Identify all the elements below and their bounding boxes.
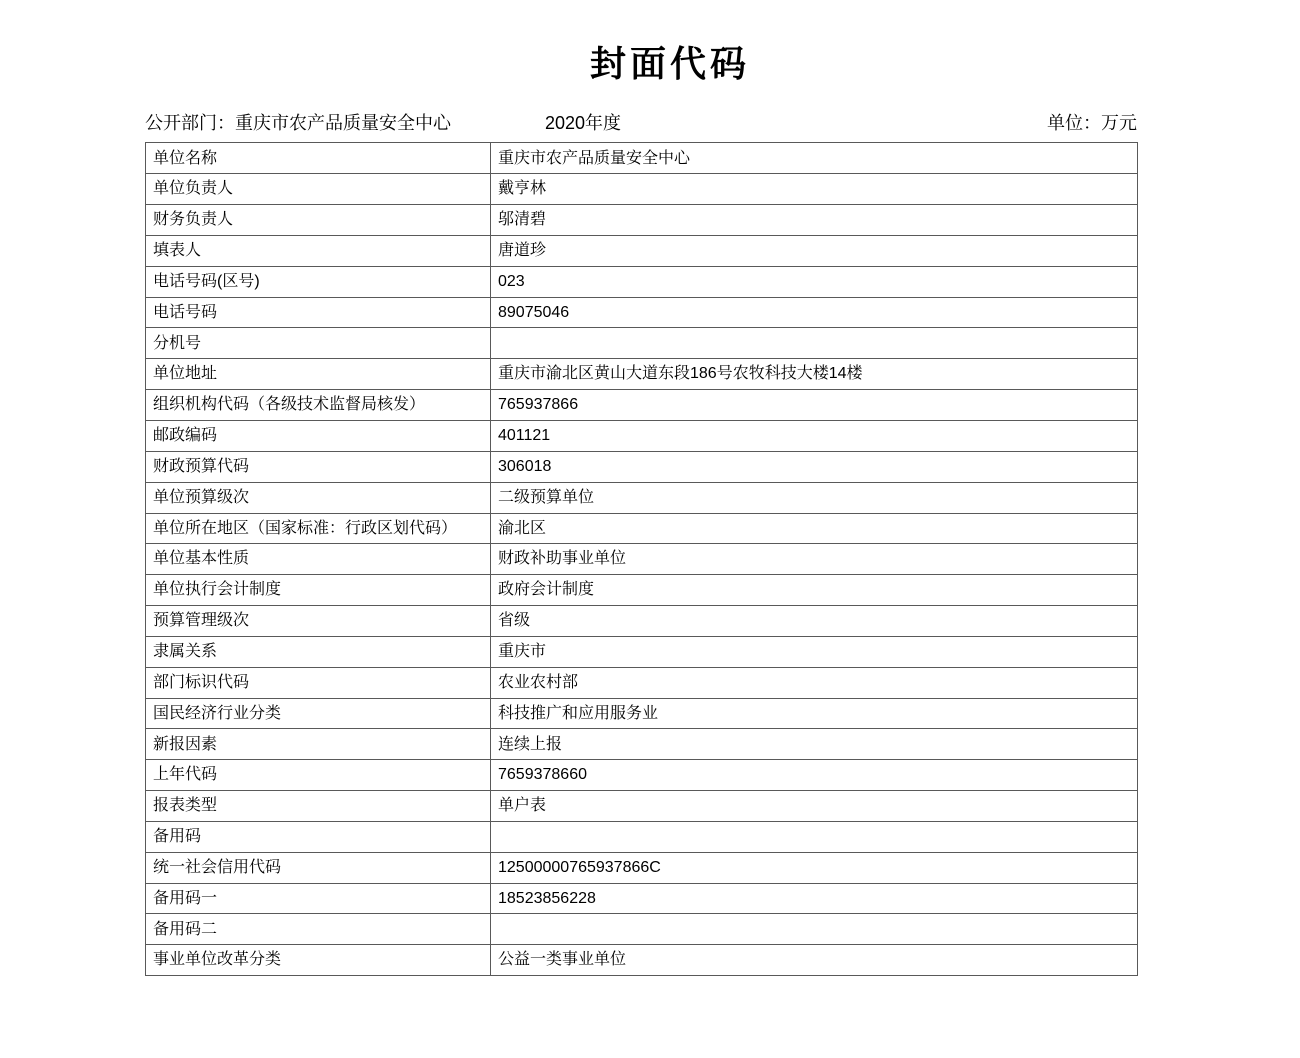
row-value: 政府会计制度	[491, 575, 1138, 606]
row-label: 备用码一	[146, 883, 491, 914]
table-row	[146, 235, 1138, 266]
row-value: 401121	[491, 420, 1138, 451]
currency-unit-label: 单位：万元	[1047, 112, 1137, 133]
table-row	[146, 174, 1138, 205]
row-label: 国民经济行业分类	[146, 698, 491, 729]
row-label: 备用码	[146, 821, 491, 852]
row-value: 重庆市渝北区黄山大道东段186号农牧科技大楼14楼	[491, 359, 1138, 390]
row-value: 765937866	[491, 390, 1138, 421]
row-value: 306018	[491, 451, 1138, 482]
table-row	[146, 945, 1138, 976]
row-label: 单位基本性质	[146, 544, 491, 575]
row-value	[491, 914, 1138, 945]
row-label: 单位执行会计制度	[146, 575, 491, 606]
row-label: 财政预算代码	[146, 451, 491, 482]
row-value: 重庆市农产品质量安全中心	[491, 143, 1138, 174]
row-value: 12500000765937866C	[491, 852, 1138, 883]
row-label: 财务负责人	[146, 205, 491, 236]
row-value: 重庆市	[491, 636, 1138, 667]
publishing-department-label: 公开部门：重庆市农产品质量安全中心	[145, 112, 451, 133]
table-row	[146, 575, 1138, 606]
row-label: 组织机构代码（各级技术监督局核发）	[146, 390, 491, 421]
row-value: 财政补助事业单位	[491, 544, 1138, 575]
table-row	[146, 266, 1138, 297]
table-row	[146, 513, 1138, 544]
table-row	[146, 760, 1138, 791]
table-row	[146, 667, 1138, 698]
row-label: 单位地址	[146, 359, 491, 390]
table-row	[146, 482, 1138, 513]
table-row	[146, 328, 1138, 359]
row-label: 新报因素	[146, 729, 491, 760]
row-value: 戴亨林	[491, 174, 1138, 205]
row-label: 单位名称	[146, 143, 491, 174]
row-label: 单位所在地区（国家标准：行政区划代码）	[146, 513, 491, 544]
row-label: 电话号码(区号)	[146, 266, 491, 297]
fiscal-year-label: 2020年度	[545, 112, 622, 133]
table-row	[146, 729, 1138, 760]
table-row	[146, 451, 1138, 482]
cover-code-table-body	[146, 143, 1138, 976]
row-label: 上年代码	[146, 760, 491, 791]
table-row	[146, 420, 1138, 451]
table-row	[146, 390, 1138, 421]
row-value: 科技推广和应用服务业	[491, 698, 1138, 729]
row-value: 二级预算单位	[491, 482, 1138, 513]
table-row	[146, 698, 1138, 729]
row-value: 邬清碧	[491, 205, 1138, 236]
row-label: 单位负责人	[146, 174, 491, 205]
row-label: 部门标识代码	[146, 667, 491, 698]
row-label: 报表类型	[146, 791, 491, 822]
row-label: 备用码二	[146, 914, 491, 945]
row-label: 单位预算级次	[146, 482, 491, 513]
row-label: 隶属关系	[146, 636, 491, 667]
row-value: 公益一类事业单位	[491, 945, 1138, 976]
cover-code-table	[145, 142, 1138, 976]
table-row	[146, 544, 1138, 575]
row-value: 7659378660	[491, 760, 1138, 791]
row-value: 农业农村部	[491, 667, 1138, 698]
table-row	[146, 852, 1138, 883]
row-value: 单户表	[491, 791, 1138, 822]
row-label: 统一社会信用代码	[146, 852, 491, 883]
page-title: 封面代码	[589, 43, 750, 84]
table-row	[146, 143, 1138, 174]
row-value	[491, 821, 1138, 852]
row-label: 邮政编码	[146, 420, 491, 451]
row-value: 023	[491, 266, 1138, 297]
document-body	[145, 114, 1137, 977]
table-row	[146, 205, 1138, 236]
table-row	[146, 636, 1138, 667]
row-value: 连续上报	[491, 729, 1138, 760]
table-row	[146, 821, 1138, 852]
row-value	[491, 328, 1138, 359]
table-row	[146, 791, 1138, 822]
table-row	[146, 606, 1138, 637]
table-row	[146, 883, 1138, 914]
header-meta-row	[145, 114, 1137, 134]
table-row	[146, 297, 1138, 328]
table-row	[146, 359, 1138, 390]
row-label: 预算管理级次	[146, 606, 491, 637]
title-bar	[0, 44, 1300, 84]
row-value: 89075046	[491, 297, 1138, 328]
row-label: 分机号	[146, 328, 491, 359]
row-value: 唐道珍	[491, 235, 1138, 266]
row-value: 18523856228	[491, 883, 1138, 914]
row-label: 电话号码	[146, 297, 491, 328]
row-label: 填表人	[146, 235, 491, 266]
row-label: 事业单位改革分类	[146, 945, 491, 976]
row-value: 省级	[491, 606, 1138, 637]
row-value: 渝北区	[491, 513, 1138, 544]
table-row	[146, 914, 1138, 945]
